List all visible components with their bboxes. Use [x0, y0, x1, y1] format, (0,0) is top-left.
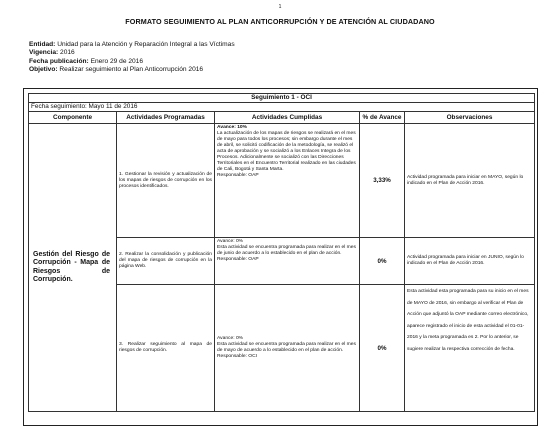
seguimiento-title-row — [29, 94, 535, 103]
table-row — [29, 124, 535, 238]
fecha-seguimiento-row — [29, 103, 535, 112]
actividad-cumplida — [215, 238, 360, 285]
meta-vigencia — [29, 49, 235, 57]
page-number: 1 — [278, 4, 282, 10]
seguimiento-title: Seguimiento 1 - OCI — [29, 94, 535, 103]
cumplida-responsable: Responsable: OAP — [217, 173, 259, 178]
cumplida-texto: Esta actividad se encuentra programada para realizar en el mes de mayo de acuerdo a lo establecido en el plan de acción. — [217, 342, 356, 353]
avance-label: Avance: 0% — [217, 239, 244, 244]
avance-label: Avance: 0% — [217, 336, 244, 341]
actividad-cumplida — [215, 285, 360, 412]
meta-fecha-value: Enero 29 de 2016 — [90, 57, 144, 65]
meta-vigencia-value: 2016 — [60, 49, 75, 57]
meta-fecha — [29, 58, 235, 66]
meta-objetivo-value: Realizar seguimiento al Plan Anticorrupción 2016 — [59, 66, 204, 74]
header-componente: Componente — [29, 112, 117, 124]
actividad-cumplida — [215, 124, 360, 238]
meta-entidad — [29, 41, 235, 49]
actividad-programada: 2. Realizar la consolidación y publicación del mapa de riesgos de corrupción en la página Web. — [117, 238, 215, 285]
observacion: Actividad programada para iniciar en MAYO, según lo indicado en el Plan de Acción 2016. — [405, 124, 535, 238]
header-actividades-cumplidas: Actividades Cumplidas — [215, 112, 360, 124]
avance-percent: 0% — [360, 285, 405, 412]
cumplida-responsable: Responsable: OCI — [217, 354, 257, 359]
componente-cell: Gestión del Riesgo de Corrupción - Mapa de Riesgos de Corrupción. — [29, 124, 117, 412]
meta-objetivo-label: Objetivo: — [29, 66, 58, 74]
avance-percent: 0% — [360, 238, 405, 285]
meta-entidad-value: Unidad para la Atención y Reparación Integral a las Víctimas — [57, 41, 235, 48]
meta-objetivo — [29, 66, 235, 74]
meta-vigencia-label: Vigencia: — [29, 49, 59, 57]
observacion: Esta actividad esta programada para su inicio en el mes de MAYO de 2016, sin embargo al verificar el Plan de Acción que adjuntó la OAP mediante correo electrónico, aparece registrado el inicio de esta actividad el 01-01-2016 y la meta programada es 2. Por lo anterior, se sugiere realizar la respectiva corrección de fecha. — [405, 285, 535, 412]
header-actividades-programadas: Actividades Programadas — [117, 112, 215, 124]
avance-label: Avance: 10% — [217, 125, 247, 130]
seguimiento-table — [28, 93, 535, 412]
fecha-seguimiento: Fecha seguimiento: Mayo 11 de 2016 — [29, 103, 535, 112]
actividad-programada: 3. Realizar seguimiento al mapa de riesgos de corrupción. — [117, 285, 215, 412]
observacion: Actividad programada para iniciar en JUNIO, según lo indicado en el Plan de Acción 2016. — [405, 238, 535, 285]
document-meta — [29, 41, 235, 75]
header-row — [29, 112, 535, 124]
meta-entidad-label: Entidad: — [29, 41, 56, 48]
cumplida-texto: Esta actividad se encuentra programada para realizar en el mes de junio de acuerdo a lo establecido en el plan de acción. — [217, 245, 356, 256]
document-title: FORMATO SEGUIMIENTO AL PLAN ANTICORRUPCIÓN Y DE ATENCIÓN AL CIUDADANO — [125, 17, 435, 26]
actividad-programada: 1. Gestionar la revisión y actualización de los mapas de riesgos de corrupción en los procesos identificados. — [117, 124, 215, 238]
avance-percent: 3,33% — [360, 124, 405, 238]
cumplida-texto: La actualización de los mapas de riesgos se realizará en el mes de mayo para todos los procesos; sin embargo durante el mes de abril, se solicitó codificación de la metodología, se realizó el acta de aprobación y se socializó a los Enlaces Integra de los Procesos. Adicionalmente se socializó con las Direcciones Territoriales en el Encuentro Territorial realizado en las ciudades de Cali, Bogotá y Santa Marta. — [217, 131, 356, 172]
header-avance: % de Avance — [360, 112, 405, 124]
cumplida-responsable: Responsable: OAP — [217, 257, 259, 262]
header-observaciones: Observaciones — [405, 112, 535, 124]
meta-fecha-label: Fecha publicación: — [29, 57, 89, 65]
